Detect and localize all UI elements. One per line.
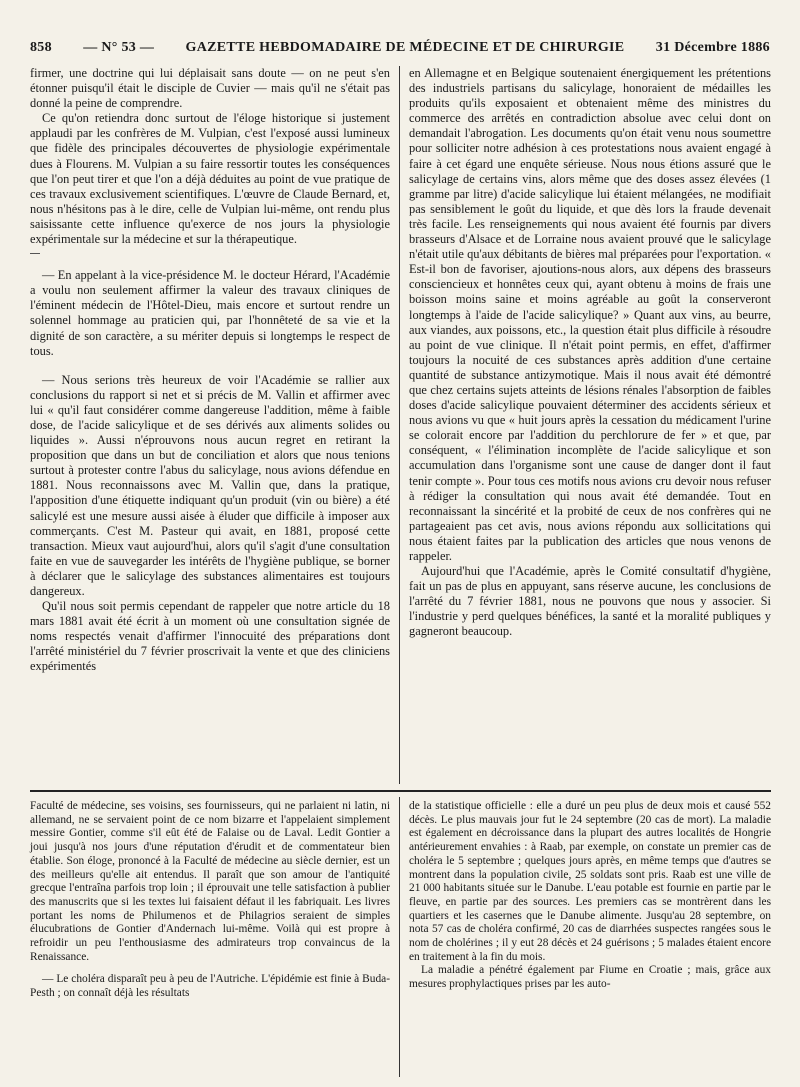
- column-rule: [399, 797, 400, 1077]
- column-rule: [399, 66, 400, 784]
- issue-date: 31 Décembre 1886: [655, 40, 770, 55]
- paragraph: — Nous serions très heureux de voir l'Académie se rallier aux conclusions du rapport si net et si précis de M. Vallin et affirmer avec lui « qu'il faut considérer comme dangereuse l'addition, même à faible dose, de l'acide salicylique et de ses dérivés aux aliments solides ou liquides ». Aussi n'éprouvons nous aucun regret en retirant la proposition que dans un but de conciliation et alors que nous tenions surtout à protester contre l'abus du salicylage, nous avions défendue en 1881. Nous reconnaissons avec M. Vallin que, dans la pratique, l'apposition d'une étiquette indiquant qu'un produit (vin ou bière) a été salicylé est une mesure aussi aisée à éluder que difficile à imposer aux commerçants. C'est M. Pasteur qui avait, en 1881, proposé cette transaction. Mieux vaut aujourd'hui, alors qu'il s'agit d'une consultation faite en vue de sauvegarder les intérêts de l'hygiène publique, se borner à déclarer que le salicylage des substances alimentaires est toujours dangereux.: [30, 372, 390, 598]
- section-rule: [30, 790, 771, 792]
- running-header: [30, 40, 770, 56]
- bottom-left-column: [30, 800, 390, 1001]
- bottom-right-column: [409, 800, 771, 992]
- paragraph: — En appelant à la vice-présidence M. le docteur Hérard, l'Académie a voulu non seulement affirmer la valeur des travaux cliniques de l'éminent médecin de l'Hôtel-Dieu, mais encore et surtout rendre un solennel hommage au praticien qui, par l'honnêteté de sa vie et la dignité de son caractère, a su mériter depuis si longtemps le respect de tous.: [30, 268, 390, 358]
- journal-title: GAZETTE HEBDOMADAIRE DE MÉDECINE ET DE CHIRURGIE: [185, 40, 625, 55]
- paragraph: Ce qu'on retiendra donc surtout de l'éloge historique si justement applaudi par les confrères de M. Vulpian, c'est l'exposé aussi lumineux que fidèle des principales découvertes de physiologie expérimentale dues à Flourens. M. Vulpian a su faire ressortir toutes les conséquences que l'on peut tirer et que l'on a déjà déduites au point de vue pratique de ces travaux exclusivement scientifiques. L'œuvre de Claude Bernard, et, nous n'hésitons pas à le dire, celle de Vulpian lui-même, ont rendu plus saisissante cette influence qu'exerce de nos jours la physiologie expérimentale sur la médecine et sur la thérapeutique.: [30, 111, 390, 247]
- paragraph: Qu'il nous soit permis cependant de rappeler que notre article du 18 mars 1881 avait été écrit à un moment où une consultation signée de noms respectés venait d'affirmer l'innocuité des préparations dont l'arrêté ministériel du 7 février proscrivait la vente et que des cliniciens expérimentés: [30, 599, 390, 674]
- top-right-column: [409, 66, 771, 640]
- paragraph: La maladie a pénétré également par Fiume en Croatie ; mais, grâce aux mesures prophylactiques prises par les auto-: [409, 964, 771, 991]
- section-separator: [30, 253, 40, 260]
- top-left-column: [30, 66, 390, 675]
- paragraph: — Le choléra disparaît peu à peu de l'Autriche. L'épidémie est finie à Buda-Pesth ; on connaît déjà les résultats: [30, 973, 390, 1000]
- paragraph: Faculté de médecine, ses voisins, ses fournisseurs, qui ne parlaient ni latin, ni allemand, ne se servaient point de ce nom bizarre et l'appelaient simplement messire Gontier, comme s'il eût été de Falaise ou de Laval. Ledit Gontier a joui jusqu'à nos jours d'une réputation d'érudit et de commentateur bien établie. Son éloge, prononcé à la Faculté de médecine au siècle dernier, est un des meilleurs qu'elle ait entendus. Il paraît que son amour de l'antiquité grecque l'entraîna parfois trop loin ; il éprouvait une telle satisfaction à publier des manuscrits que si les textes lui faisaient défaut il les fabriquait. Les livres portant les noms de Philumenos et de Philagrios seraient de simples élucubrations de Gontier d'Andernach lui-même. Voilà qui est propre à refroidir un peu l'enthousiasme des admirateurs trop convaincus de la Renaissance.: [30, 800, 390, 963]
- paragraph: Aujourd'hui que l'Académie, après le Comité consultatif d'hygiène, fait un pas de plus en appuyant, sans réserve aucune, les conclusions de l'arrêté du 7 février 1881, nous ne pouvons que nous y associer. Si l'industrie y perd quelques bénéfices, la santé et la moralité publiques y gagneront beaucoup.: [409, 564, 771, 639]
- paragraph: de la statistique officielle : elle a duré un peu plus de deux mois et causé 552 décès. Le plus mauvais jour fut le 24 septembre (20 cas de mort). La maladie est également en décroissance dans la plupart des autres localités de Hongrie antérieurement envahies : à Raab, par exemple, on constate un premier cas de choléra le 5 septembre ; quelques jours après, en même temps que d'autres se montrent dans la population civile, 25 soldats sont pris. Raab est une ville de 21 000 habitants située sur le Danube. L'eau potable est fournie en partie par le fleuve, en partie par des sources. Les premiers cas se montrèrent dans les quartiers et les casernes que le Danube alimente. Jusqu'au 28 septembre, on nota 57 cas de choléra confirmé, 20 cas de diarrhées suspectes rangées sous le nom de cholérines ; il y eut 28 décès et 24 guérisons ; 5 malades étaient encore en traitement à la fin du mois.: [409, 800, 771, 963]
- page-number: 858: [30, 40, 52, 55]
- paragraph: en Allemagne et en Belgique soutenaient énergiquement les prétentions des industriels partisans du salicylage, honoraient de médailles les produits qu'ils exposaient et obtenaient même des ministres du commerce des arrêtés en contradiction absolue avec celui dont on demandait l'abrogation. Les documents qu'on était venu nous soumettre pour solliciter notre adhésion à ces protestations nous avaient engagé à faire à cet égard une enquête sérieuse. Nous nous étions assuré que le salicylage de certains vins, alors même que des doses assez élevées (1 gramme par litre) d'acide salicylique lui étaient mélangées, ne modifiait pas sensiblement le goût du liquide, et que dès lors la fraude devenait très facile. Les renseignements qui nous avaient été fournis par divers brasseurs d'Alsace et de Lorraine nous avaient prouvé que le salicylage n'était utile qu'aux débitants de bières mal préparées pour l'exportation. « Est-il bon de favoriser, ajoutions-nous alors, aux dépens des brasseurs consciencieux et honnêtes ceux qui, ayant obtenu à moins de frais une boisson moins saine et moins agréable au goût la conserveront longtemps à l'aide de l'acide salicylique? » Quant aux vins, au beurre, aux viandes, aux poissons, etc., la question était plus difficile à résoudre au point de vue clinique. Il n'était point permis, en effet, d'affirmer toujours la nocuité de ces substances après addition d'une certaine quantité de substance antizymotique. Mais il nous avait été démontré que chez certains sujets atteints de lésions rénales l'absorption de faibles doses d'acide salicylique pouvaient déterminer des accidents sérieux et nous avions vu que « huit jours après la cessation du médicament l'urine se colorait encore par l'addition du perchlorure de fer » et que, par conséquent, « l'élimination incomplète de l'acide salicylique et son accumulation dans l'organisme sont une cause de danger dont il faut tenir compte ». Pour tous ces motifs nous avions cru devoir nous refuser à rédiger la consultation qui nous avait été demandée. Tout en reconnaissant la sincérité et la probité de ceux de nos confrères qui ne partageaient pas cet avis, nous avions répondu aux sollicitations qui nous étaient faites par la publication des articles que nous venons de rappeler.: [409, 66, 771, 563]
- paragraph: firmer, une doctrine qui lui déplaisait sans doute — on ne peut s'en étonner puisqu'il était le disciple de Cuvier — mais qu'il ne s'était pas donné la peine de comprendre.: [30, 66, 390, 111]
- issue-number: — N° 53 —: [83, 40, 155, 55]
